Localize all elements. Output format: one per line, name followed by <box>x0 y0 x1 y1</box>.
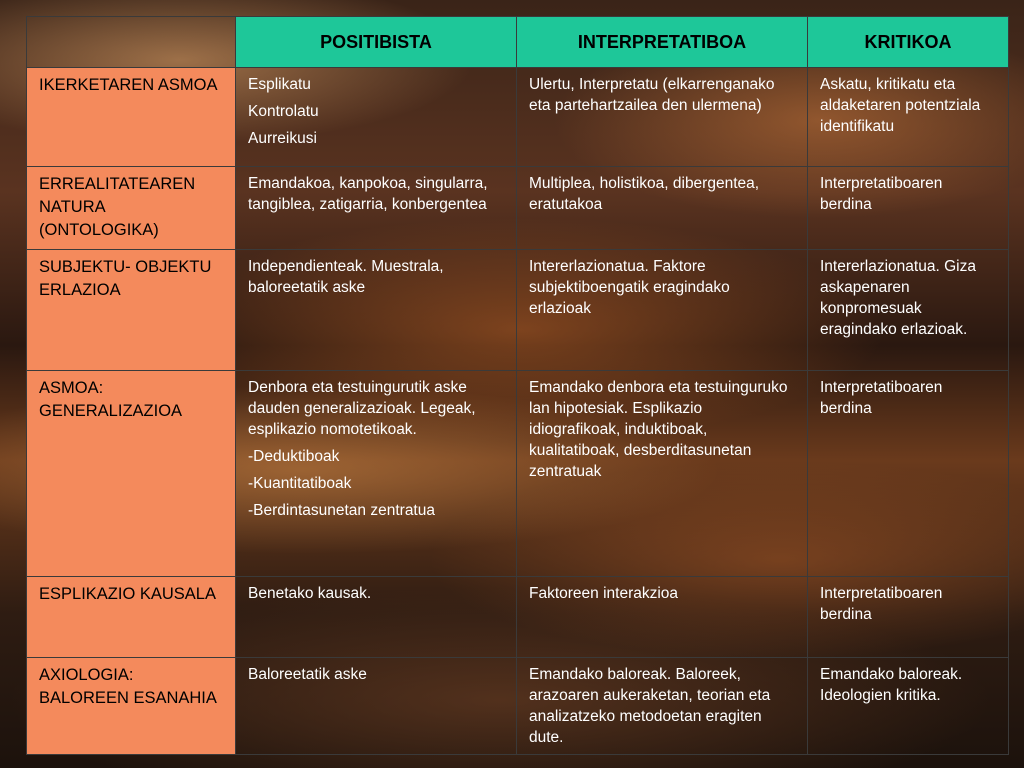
cell-line: -Berdintasunetan zentratua <box>248 502 435 519</box>
cell-positibista <box>236 250 517 371</box>
cell-positibista <box>236 658 517 755</box>
table-row <box>27 577 1009 658</box>
cell-text: Benetako kausak. <box>248 585 372 602</box>
cell-positibista <box>236 371 517 577</box>
cell-kritikoa <box>808 371 1009 577</box>
cell-interpretatiboa <box>517 167 808 250</box>
cell-kritikoa <box>808 658 1009 755</box>
header-interpretatiboa: INTERPRETATIBOA <box>517 17 808 68</box>
cell-positibista <box>236 577 517 658</box>
cell-text: Intererlazionatua. Faktore subjektiboengatik eragindako erlazioak <box>529 258 730 317</box>
cell-interpretatiboa <box>517 250 808 371</box>
cell-text: Independienteak. Muestrala, baloreetatik aske <box>248 258 444 296</box>
header-positibista: POSITIBISTA <box>236 17 517 68</box>
cell-text: Intererlazionatua. Giza askapenaren konpromesuak eragindako erlazioak. <box>820 258 976 338</box>
table-row <box>27 371 1009 577</box>
table-row <box>27 68 1009 167</box>
cell-kritikoa <box>808 250 1009 371</box>
header-row <box>27 17 1009 68</box>
cell-kritikoa <box>808 167 1009 250</box>
row-label-subjektu-objektu-erlazioa: SUBJEKTU- OBJEKTU ERLAZIOA <box>27 250 236 371</box>
table-row <box>27 167 1009 250</box>
cell-text: Interpretatiboaren berdina <box>820 585 943 623</box>
cell-positibista <box>236 167 517 250</box>
cell-text: Ulertu, Interpretatu (elkarrenganako eta partehartzailea den ulermena) <box>529 76 775 114</box>
row-label-asmoa-generalizazioa: ASMOA: GENERALIZAZIOA <box>27 371 236 577</box>
cell-interpretatiboa <box>517 371 808 577</box>
table-row <box>27 250 1009 371</box>
cell-text: Multiplea, holistikoa, dibergentea, eratutakoa <box>529 175 760 213</box>
cell-text: Emandako denbora eta testuinguruko lan hipotesiak. Esplikazio idiografikoak, induktiboak, kualitatiboak, desberditasunetan zentratuak <box>529 379 788 480</box>
cell-interpretatiboa <box>517 577 808 658</box>
cell-line: Esplikatu <box>248 76 311 93</box>
cell-text: Emandakoa, kanpokoa, singularra, tangiblea, zatigarria, konbergentea <box>248 175 488 213</box>
cell-kritikoa <box>808 68 1009 167</box>
cell-line: Aurreikusi <box>248 130 317 147</box>
cell-text: Emandako baloreak. Baloreek, arazoaren aukeraketan, teorian eta analizatzeko metodoetan eragiten dute. <box>529 666 771 746</box>
cell-text: Interpretatiboaren berdina <box>820 175 943 213</box>
cell-line: Denbora eta testuingurutik aske dauden generalizazioak. Legeak, esplikazio nomotetikoak. <box>248 379 476 438</box>
cell-kritikoa <box>808 577 1009 658</box>
cell-text: Askatu, kritikatu eta aldaketaren potentziala identifikatu <box>820 76 981 135</box>
cell-text: Faktoreen interakzioa <box>529 585 679 602</box>
cell-text: Emandako baloreak. Ideologien kritika. <box>820 666 963 704</box>
cell-line: Kontrolatu <box>248 103 319 120</box>
row-label-ikerketaren-asmoa: IKERKETAREN ASMOA <box>27 68 236 167</box>
cell-text: Baloreetatik aske <box>248 666 367 683</box>
cell-line: -Kuantitatiboak <box>248 475 352 492</box>
row-label-errealitatearen-natura: ERREALITATEAREN NATURA (ONTOLOGIKA) <box>27 167 236 250</box>
header-kritikoa: KRITIKOA <box>808 17 1009 68</box>
paradigm-comparison-table <box>26 16 1009 755</box>
cell-line: -Deduktiboak <box>248 448 340 465</box>
cell-interpretatiboa <box>517 68 808 167</box>
header-corner-cell <box>27 17 236 68</box>
cell-positibista <box>236 68 517 167</box>
row-label-esplikazio-kausala: ESPLIKAZIO KAUSALA <box>27 577 236 658</box>
cell-text: Interpretatiboaren berdina <box>820 379 943 417</box>
row-label-axiologia: AXIOLOGIA: BALOREEN ESANAHIA <box>27 658 236 755</box>
cell-interpretatiboa <box>517 658 808 755</box>
table-row <box>27 658 1009 755</box>
